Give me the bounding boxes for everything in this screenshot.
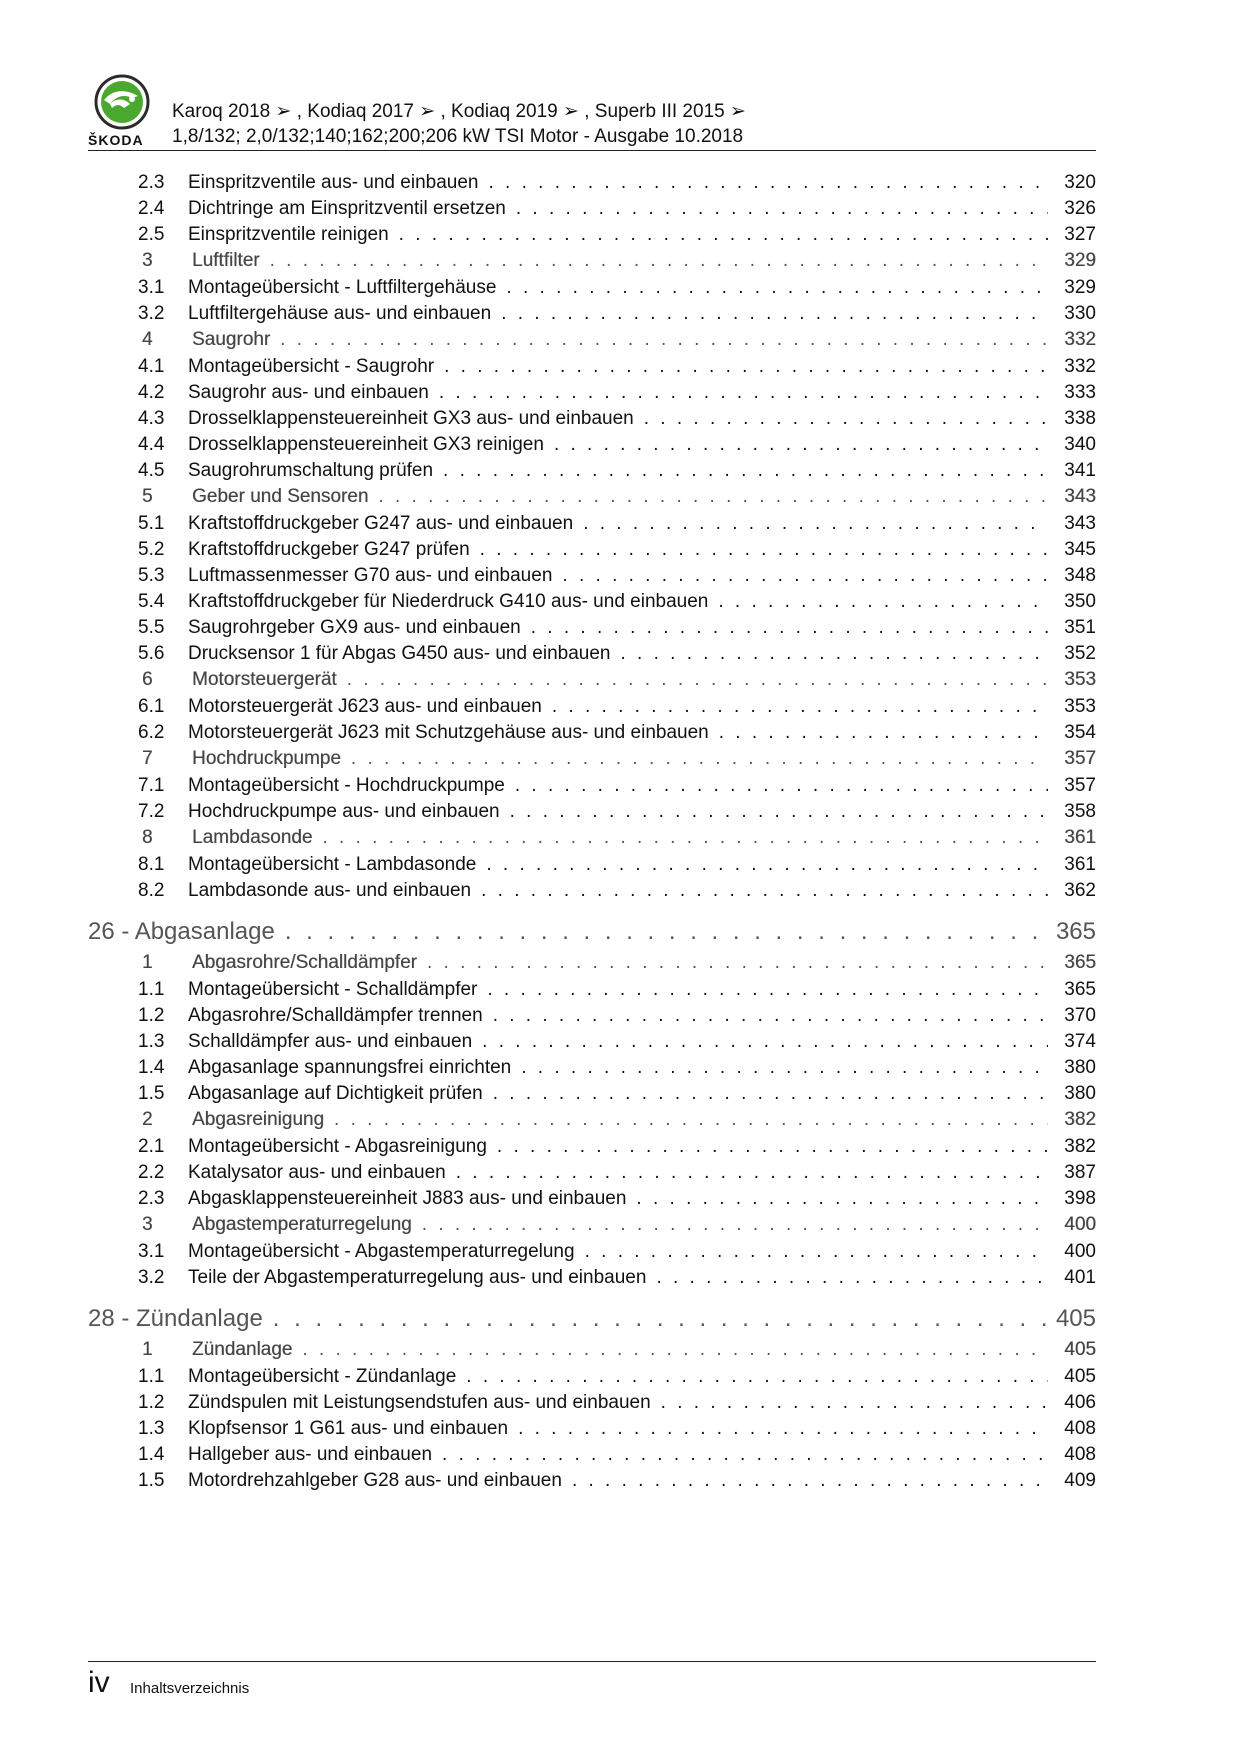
toc-entry-title: Montageübersicht - Schalldämpfer (188, 979, 478, 1000)
toc-leader-dots (501, 303, 1048, 325)
toc-entry-title: Abgasanlage auf Dichtigkeit prüfen (188, 1083, 483, 1104)
toc-entry-number: 1.2 (138, 1005, 165, 1026)
toc-leader-dots (334, 1109, 1048, 1131)
toc-entry-page: 345 (1064, 539, 1096, 560)
toc-entry-title: Drucksensor 1 für Abgas G450 aus- und einbauen (188, 643, 611, 664)
toc-entry-title: Teile der Abgastemperaturregelung aus- und einbauen (188, 1267, 647, 1288)
toc-entry-page: 380 (1064, 1083, 1096, 1104)
toc-entry-page: 380 (1064, 1057, 1096, 1078)
toc-section[interactable] (88, 1109, 1096, 1136)
toc-leader-dots (347, 669, 1048, 691)
toc-entry-number: 7.1 (138, 775, 165, 796)
toc-leader-dots (427, 952, 1048, 974)
toc-section[interactable] (88, 329, 1096, 356)
toc-entry-page: 408 (1064, 1418, 1096, 1439)
toc-section-page: 382 (1064, 1109, 1096, 1130)
toc-entry-page: 406 (1064, 1392, 1096, 1413)
toc-section-number: 8 (142, 827, 153, 848)
toc-entry-page: 343 (1064, 513, 1096, 534)
toc-entry-title: Klopfsensor 1 G61 aus- und einbauen (188, 1418, 509, 1439)
toc-entry-page: 357 (1064, 775, 1096, 796)
toc-entry-page: 351 (1064, 617, 1096, 638)
toc-entry[interactable] (88, 382, 1096, 408)
toc-leader-dots (493, 1083, 1048, 1105)
toc-leader-dots (466, 1366, 1048, 1388)
toc-section[interactable] (88, 1339, 1096, 1366)
toc-entry-page: 333 (1064, 382, 1096, 403)
toc-leader-dots (585, 1241, 1048, 1263)
header-rule (88, 150, 1096, 151)
toc-entry-page: 370 (1064, 1005, 1096, 1026)
toc-entry[interactable] (88, 801, 1096, 827)
toc-section-page: 329 (1064, 250, 1096, 271)
toc-entry[interactable] (88, 591, 1096, 617)
toc-entry-number: 4.2 (138, 382, 165, 403)
toc-entry-page: 338 (1064, 408, 1096, 429)
toc-entry-title: Montageübersicht - Lambdasonde (188, 854, 477, 875)
toc-entry[interactable] (88, 277, 1096, 303)
toc-chapter-title: 28 - Zündanlage (88, 1305, 263, 1332)
toc-entry-number: 6.1 (138, 696, 165, 717)
toc-entry-page: 341 (1064, 460, 1096, 481)
toc-leader-dots (636, 1188, 1048, 1210)
toc-section-title: Luftfilter (192, 250, 260, 271)
toc-leader-dots (506, 277, 1048, 299)
toc-entry-title: Luftfiltergehäuse aus- und einbauen (188, 303, 492, 324)
toc-entry-page: 409 (1064, 1470, 1096, 1491)
toc-entry-title: Kraftstoffdruckgeber für Niederdruck G410 aus- und einbauen (188, 591, 709, 612)
toc-leader-dots (280, 329, 1048, 351)
toc-chapter-page: 365 (1055, 918, 1096, 945)
toc-entry-title: Dichtringe am Einspritzventil ersetzen (188, 198, 506, 219)
toc-section[interactable] (88, 748, 1096, 775)
toc-entry[interactable] (88, 1057, 1096, 1083)
toc-entry[interactable] (88, 303, 1096, 329)
toc-section-page: 343 (1064, 486, 1096, 507)
toc-entry-page: 348 (1064, 565, 1096, 586)
toc-entry-title: Motorsteuergerät J623 mit Schutzgehäuse aus- und einbauen (188, 722, 709, 743)
toc-entry[interactable] (88, 565, 1096, 591)
toc-entry[interactable] (88, 1418, 1096, 1444)
toc-leader-dots (518, 1418, 1048, 1440)
toc-entry-title: Motorsteuergerät J623 aus- und einbauen (188, 696, 542, 717)
toc-entry[interactable] (88, 1031, 1096, 1057)
toc-entry-title: Zündspulen mit Leistungsendstufen aus- und einbauen (188, 1392, 651, 1413)
toc-entry-page: 354 (1064, 722, 1096, 743)
toc-entry-page: 332 (1064, 356, 1096, 377)
toc-leader-dots (583, 513, 1048, 535)
toc-entry-number: 2.5 (138, 224, 165, 245)
document-title-line-2: 1,8/132; 2,0/132;140;162;200;206 kW TSI Motor - Ausgabe 10.2018 (172, 126, 744, 147)
toc-entry-title: Abgasanlage spannungsfrei einrichten (188, 1057, 512, 1078)
toc-section-title: Saugrohr (192, 329, 271, 350)
toc-entry-page: 382 (1064, 1136, 1096, 1157)
toc-section-number: 3 (142, 250, 153, 271)
toc-entry-number: 6.2 (138, 722, 165, 743)
toc-entry-title: Luftmassenmesser G70 aus- und einbauen (188, 565, 553, 586)
toc-entry-number: 1.3 (138, 1031, 165, 1052)
toc-entry[interactable] (88, 880, 1096, 906)
brand-name: ŠKODA (88, 132, 144, 148)
toc-leader-dots (552, 696, 1048, 718)
toc-entry-page: 400 (1064, 1241, 1096, 1262)
toc-entry[interactable] (88, 775, 1096, 801)
toc-leader-dots (285, 918, 1048, 946)
toc-leader-dots (621, 643, 1049, 665)
toc-entry-title: Drosselklappensteuereinheit GX3 reinigen (188, 434, 544, 455)
toc-entry[interactable] (88, 408, 1096, 434)
toc-section[interactable] (88, 827, 1096, 854)
toc-section-page: 400 (1064, 1214, 1096, 1235)
toc-entry[interactable] (88, 1162, 1096, 1188)
toc-section-title: Abgasrohre/Schalldämpfer (192, 952, 417, 973)
toc-entry-page: 408 (1064, 1444, 1096, 1465)
toc-entry-page: 374 (1064, 1031, 1096, 1052)
toc-leader-dots (486, 854, 1048, 876)
toc-section[interactable] (88, 669, 1096, 696)
toc-entry-title: Motordrehzahlgeber G28 aus- und einbauen (188, 1470, 562, 1491)
toc-entry[interactable] (88, 1136, 1096, 1162)
toc-entry-title: Schalldämpfer aus- und einbauen (188, 1031, 473, 1052)
toc-entry-number: 1.2 (138, 1392, 165, 1413)
toc-entry[interactable] (88, 224, 1096, 250)
toc-entry[interactable] (88, 617, 1096, 643)
toc-section-page: 332 (1064, 329, 1096, 350)
toc-entry-title: Hallgeber aus- und einbauen (188, 1444, 433, 1465)
toc-chapter-page: 405 (1055, 1305, 1096, 1332)
toc-section-number: 3 (142, 1214, 153, 1235)
toc-entry[interactable] (88, 434, 1096, 460)
toc-entry-page: 362 (1064, 880, 1096, 901)
toc-entry-number: 1.3 (138, 1418, 165, 1439)
toc-entry-title: Katalysator aus- und einbauen (188, 1162, 446, 1183)
toc-leader-dots (644, 408, 1048, 430)
toc-entry-title: Einspritzventile aus- und einbauen (188, 172, 479, 193)
toc-section[interactable] (88, 250, 1096, 277)
toc-entry-title: Abgasrohre/Schalldämpfer trennen (188, 1005, 483, 1026)
toc-entry-number: 1.1 (138, 979, 165, 1000)
toc-entry-number: 1.4 (138, 1444, 165, 1465)
toc-leader-dots (531, 617, 1048, 639)
toc-entry-title: Kraftstoffdruckgeber G247 aus- und einbauen (188, 513, 574, 534)
toc-entry-title: Montageübersicht - Hochdruckpumpe (188, 775, 505, 796)
toc-entry-number: 3.1 (138, 1241, 165, 1262)
toc-leader-dots (516, 198, 1048, 220)
toc-entry-number: 5.4 (138, 591, 165, 612)
toc-section-page: 365 (1064, 952, 1096, 973)
page-header (88, 72, 1096, 152)
toc-chapter[interactable] (88, 906, 1096, 952)
toc-section-page: 357 (1064, 748, 1096, 769)
toc-leader-dots (480, 539, 1048, 561)
toc-entry[interactable] (88, 854, 1096, 880)
toc-leader-dots (719, 722, 1048, 744)
toc-entry-number: 4.5 (138, 460, 165, 481)
toc-leader-dots (718, 591, 1048, 613)
toc-entry-number: 5.5 (138, 617, 165, 638)
toc-entry-page: 329 (1064, 277, 1096, 298)
toc-section-title: Motorsteuergerät (192, 669, 337, 690)
toc-leader-dots (497, 1136, 1048, 1158)
toc-section-number: 5 (142, 486, 153, 507)
toc-entry-title: Montageübersicht - Saugrohr (188, 356, 435, 377)
toc-entry-page: 352 (1064, 643, 1096, 664)
toc-leader-dots (562, 565, 1048, 587)
toc-entry[interactable] (88, 1241, 1096, 1267)
toc-entry-title: Einspritzventile reinigen (188, 224, 389, 245)
toc-section-title: Hochdruckpumpe (192, 748, 341, 769)
toc-entry[interactable] (88, 722, 1096, 748)
toc-leader-dots (351, 748, 1048, 770)
toc-entry-number: 2.1 (138, 1136, 165, 1157)
toc-entry-title: Montageübersicht - Abgastemperaturregelung (188, 1241, 575, 1262)
toc-section-number: 1 (142, 1339, 153, 1360)
toc-entry-number: 8.1 (138, 854, 165, 875)
toc-entry-number: 2.3 (138, 1188, 165, 1209)
toc-entry-number: 1.1 (138, 1366, 165, 1387)
toc-entry-number: 7.2 (138, 801, 165, 822)
toc-leader-dots (422, 1214, 1048, 1236)
footer-rule (88, 1661, 1096, 1662)
toc-section-number: 4 (142, 329, 153, 350)
footer-section-label: Inhaltsverzeichnis (130, 1680, 250, 1697)
toc-section[interactable] (88, 952, 1096, 979)
toc-entry-title: Saugrohrgeber GX9 aus- und einbauen (188, 617, 521, 638)
toc-section-number: 7 (142, 748, 153, 769)
toc-entry-page: 350 (1064, 591, 1096, 612)
toc-section[interactable] (88, 486, 1096, 513)
toc-entry-number: 3.1 (138, 277, 165, 298)
toc-entry[interactable] (88, 979, 1096, 1005)
toc-entry-number: 4.3 (138, 408, 165, 429)
toc-entry-number: 1.5 (138, 1470, 165, 1491)
toc-leader-dots (510, 801, 1048, 823)
toc-entry-page: 405 (1064, 1366, 1096, 1387)
toc-entry[interactable] (88, 1444, 1096, 1470)
toc-entry-title: Saugrohrumschaltung prüfen (188, 460, 434, 481)
toc-entry-number: 4.1 (138, 356, 165, 377)
toc-entry-page: 387 (1064, 1162, 1096, 1183)
toc-entry-page: 358 (1064, 801, 1096, 822)
toc-leader-dots (399, 224, 1048, 246)
toc-entry-page: 361 (1064, 854, 1096, 875)
toc-entry-title: Hochdruckpumpe aus- und einbauen (188, 801, 500, 822)
toc-leader-dots (482, 1031, 1048, 1053)
toc-entry[interactable] (88, 1470, 1096, 1496)
toc-entry[interactable] (88, 172, 1096, 198)
footer-page-number: iv (88, 1666, 110, 1699)
toc-entry-page: 401 (1064, 1267, 1096, 1288)
toc-entry-number: 2.4 (138, 198, 165, 219)
toc-leader-dots (444, 356, 1048, 378)
toc-entry-number: 3.2 (138, 1267, 165, 1288)
toc-leader-dots (481, 880, 1048, 902)
toc-section[interactable] (88, 1214, 1096, 1241)
toc-section-title: Geber und Sensoren (192, 486, 369, 507)
document-title-line-1: Karoq 2018 ➢ , Kodiaq 2017 ➢ , Kodiaq 2019 ➢ , Superb III 2015 ➢ (172, 101, 746, 122)
toc-leader-dots (456, 1162, 1048, 1184)
toc-entry-title: Abgasklappensteuereinheit J883 aus- und einbauen (188, 1188, 627, 1209)
toc-section-title: Lambdasonde (192, 827, 313, 848)
toc-section-page: 405 (1064, 1339, 1096, 1360)
toc-entry[interactable] (88, 539, 1096, 565)
toc-entry-page: 320 (1064, 172, 1096, 193)
toc-entry-number: 2.3 (138, 172, 165, 193)
toc-leader-dots (322, 827, 1048, 849)
toc-entry-title: Montageübersicht - Zündanlage (188, 1366, 457, 1387)
toc-section-title: Abgastemperaturregelung (192, 1214, 412, 1235)
toc-leader-dots (515, 775, 1048, 797)
toc-leader-dots (442, 1444, 1048, 1466)
toc-entry-number: 1.4 (138, 1057, 165, 1078)
toc-leader-dots (656, 1267, 1048, 1289)
toc-leader-dots (493, 1005, 1048, 1027)
toc-leader-dots (443, 460, 1048, 482)
toc-leader-dots (439, 382, 1048, 404)
toc-entry-title: Montageübersicht - Abgasreinigung (188, 1136, 487, 1157)
toc-leader-dots (661, 1392, 1048, 1414)
skoda-logo-icon (94, 74, 150, 130)
toc-entry[interactable] (88, 643, 1096, 669)
toc-entry[interactable] (88, 696, 1096, 722)
toc-leader-dots (521, 1057, 1048, 1079)
toc-leader-dots (572, 1470, 1048, 1492)
toc-entry[interactable] (88, 1366, 1096, 1392)
toc-leader-dots (302, 1339, 1048, 1361)
toc-leader-dots (554, 434, 1048, 456)
toc-leader-dots (273, 1305, 1048, 1333)
toc-entry-number: 5.6 (138, 643, 165, 664)
toc-entry-page: 353 (1064, 696, 1096, 717)
toc-entry-page: 327 (1064, 224, 1096, 245)
toc-entry-page: 365 (1064, 979, 1096, 1000)
toc-entry-number: 4.4 (138, 434, 165, 455)
toc-entry-page: 340 (1064, 434, 1096, 455)
toc-entry-number: 5.1 (138, 513, 165, 534)
toc-section-number: 2 (142, 1109, 153, 1130)
toc-entry[interactable] (88, 460, 1096, 486)
toc-section-page: 353 (1064, 669, 1096, 690)
toc-entry-number: 2.2 (138, 1162, 165, 1183)
toc-section-page: 361 (1064, 827, 1096, 848)
toc-entry-title: Montageübersicht - Luftfiltergehäuse (188, 277, 497, 298)
toc-entry-page: 398 (1064, 1188, 1096, 1209)
toc-entry-title: Kraftstoffdruckgeber G247 prüfen (188, 539, 470, 560)
toc-section-number: 1 (142, 952, 153, 973)
toc-leader-dots (270, 250, 1048, 272)
toc-entry[interactable] (88, 1188, 1096, 1214)
table-of-contents (88, 172, 1096, 1496)
toc-entry-number: 5.3 (138, 565, 165, 586)
toc-section-title: Zündanlage (192, 1339, 293, 1360)
toc-entry-page: 330 (1064, 303, 1096, 324)
toc-entry[interactable] (88, 1005, 1096, 1031)
toc-chapter[interactable] (88, 1293, 1096, 1339)
toc-entry-page: 326 (1064, 198, 1096, 219)
toc-entry-number: 8.2 (138, 880, 165, 901)
toc-entry[interactable] (88, 198, 1096, 224)
toc-entry-title: Saugrohr aus- und einbauen (188, 382, 429, 403)
toc-entry[interactable] (88, 513, 1096, 539)
toc-entry-number: 3.2 (138, 303, 165, 324)
toc-chapter-title: 26 - Abgasanlage (88, 918, 275, 945)
toc-entry[interactable] (88, 1083, 1096, 1109)
toc-entry-number: 5.2 (138, 539, 165, 560)
toc-entry-number: 1.5 (138, 1083, 165, 1104)
toc-entry-title: Drosselklappensteuereinheit GX3 aus- und einbauen (188, 408, 634, 429)
toc-entry[interactable] (88, 1267, 1096, 1293)
toc-leader-dots (487, 979, 1048, 1001)
toc-entry[interactable] (88, 1392, 1096, 1418)
toc-section-title: Abgasreinigung (192, 1109, 325, 1130)
toc-section-number: 6 (142, 669, 153, 690)
toc-leader-dots (488, 172, 1048, 194)
toc-leader-dots (378, 486, 1048, 508)
toc-entry-title: Lambdasonde aus- und einbauen (188, 880, 472, 901)
toc-entry[interactable] (88, 356, 1096, 382)
